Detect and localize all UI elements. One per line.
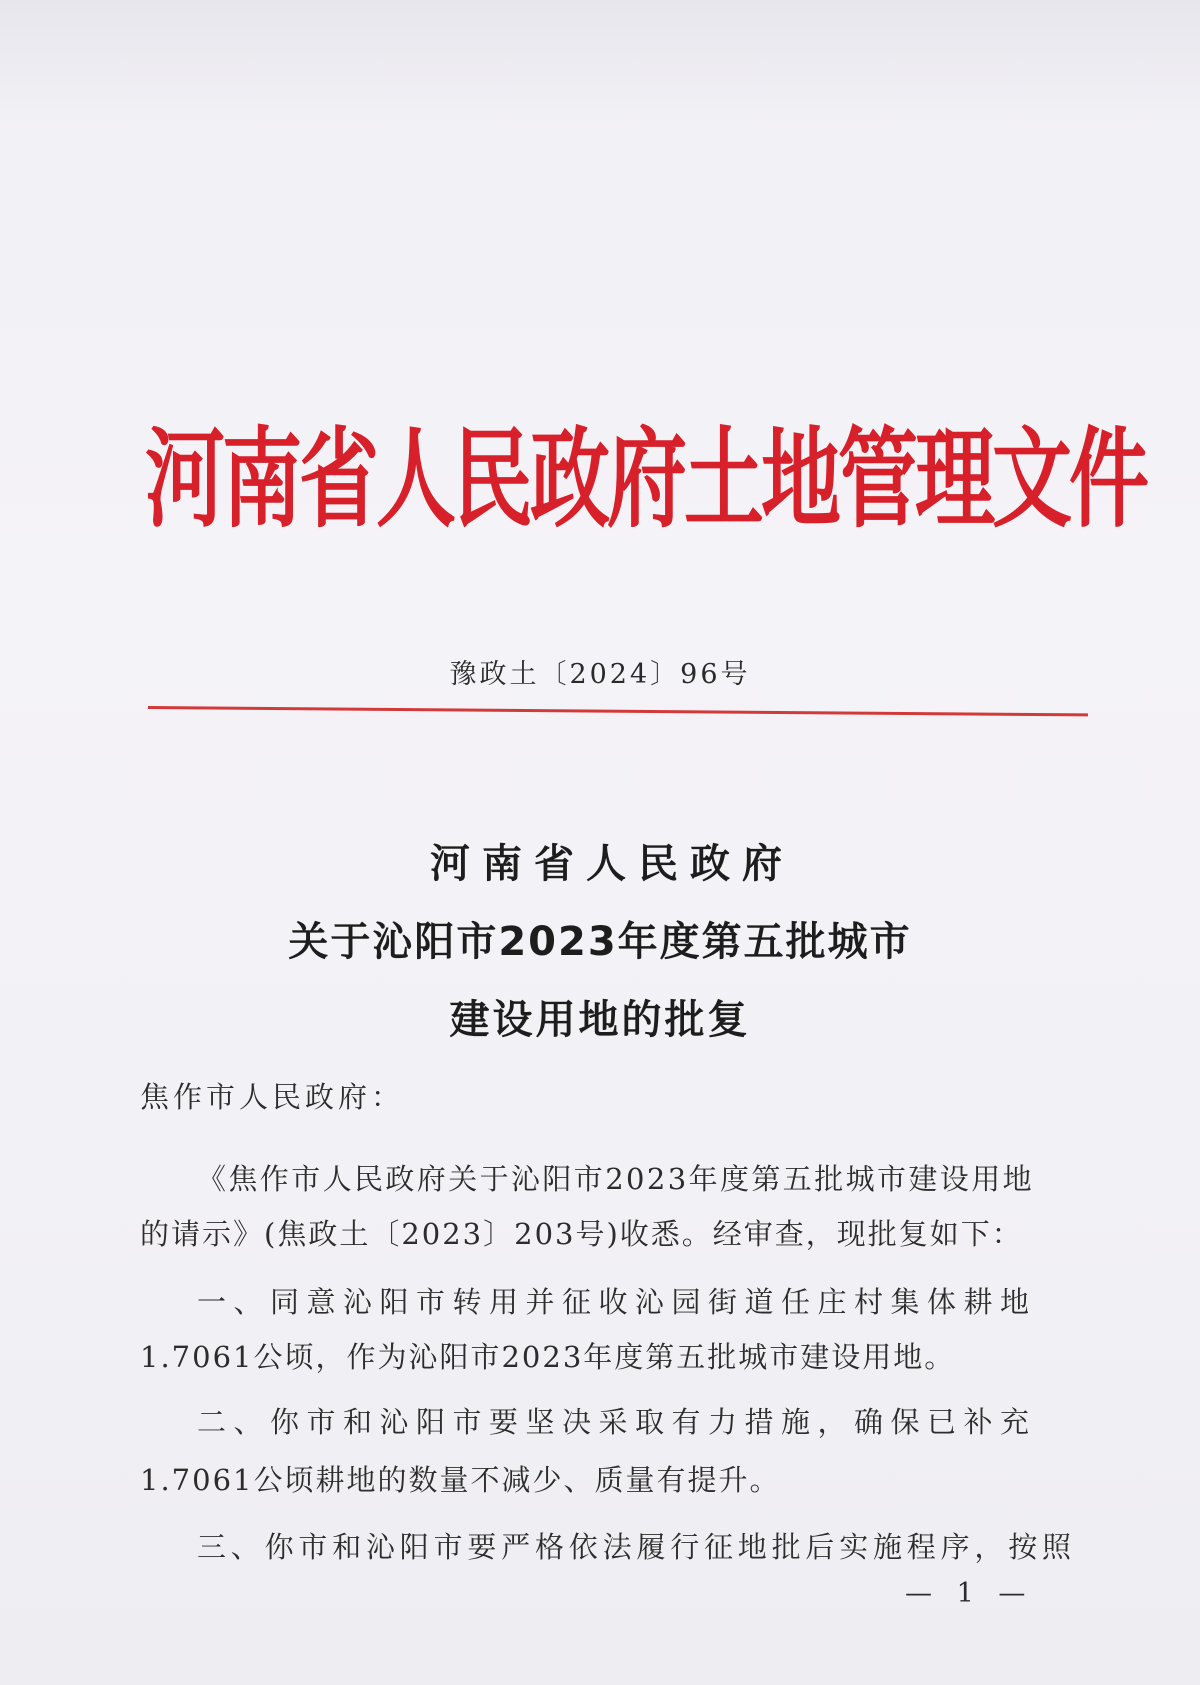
body-line: 一、同意沁阳市转用并征收沁园街道任庄村集体耕地 <box>197 1285 1037 1319</box>
body-line: 1.7061公顷耕地的数量不减少、质量有提升。 <box>140 1463 781 1497</box>
salutation: 焦作市人民政府： <box>140 1080 405 1114</box>
document-title-line-1: 河南省人民政府 <box>430 841 794 887</box>
body-line: 《焦作市人民政府关于沁阳市2023年度第五批城市建设用地 <box>197 1162 1035 1196</box>
header-divider-line <box>148 706 1088 716</box>
body-line: 1.7061公顷，作为沁阳市2023年度第五批城市建设用地。 <box>140 1340 956 1374</box>
document-title-line-2: 关于沁阳市2023年度第五批城市 <box>288 919 912 965</box>
page-number: — 1 — <box>905 1578 1034 1609</box>
body-line: 的请示》(焦政土〔2023〕203号)收悉。经审查，现批复如下： <box>140 1217 1023 1251</box>
document-number: 豫政土〔2024〕96号 <box>449 659 751 690</box>
body-line: 三、你市和沁阳市要严格依法履行征地批后实施程序，按照 <box>197 1530 1076 1564</box>
paper-shadow <box>0 0 1200 120</box>
document-title-line-3: 建设用地的批复 <box>449 997 751 1043</box>
document-header-title: 河南省人民政府土地管理文件 <box>145 416 1146 543</box>
body-line: 二、你市和沁阳市要坚决采取有力措施，确保已补充 <box>197 1405 1037 1439</box>
